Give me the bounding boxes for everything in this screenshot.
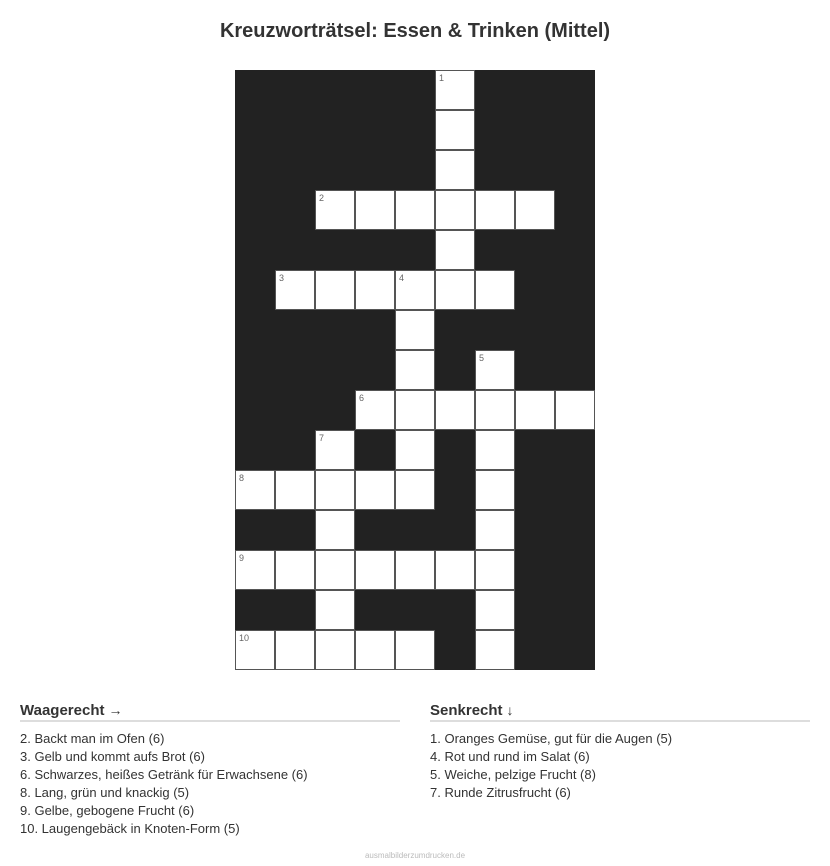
crossword-cell[interactable]: [475, 630, 515, 670]
down-clue: 4. Rot und rund im Salat (6): [430, 749, 590, 764]
crossword-cell[interactable]: [435, 270, 475, 310]
clue-number: 1: [439, 73, 445, 83]
arrow-right-icon: →: [108, 702, 123, 718]
crossword-cell[interactable]: [395, 550, 435, 590]
down-heading: [430, 702, 810, 722]
crossword-cell[interactable]: [315, 590, 355, 630]
down-clue: 5. Weiche, pelzige Frucht (8): [430, 767, 596, 782]
across-clue-list: [20, 730, 400, 838]
crossword-cell[interactable]: [435, 550, 475, 590]
crossword-cell[interactable]: [395, 630, 435, 670]
page-title: Kreuzworträtsel: Essen & Trinken (Mittel): [219, 20, 611, 42]
crossword-cell[interactable]: [475, 350, 515, 390]
crossword-cell[interactable]: [355, 190, 395, 230]
crossword-cell[interactable]: [315, 630, 355, 670]
crossword-cell[interactable]: [315, 190, 355, 230]
crossword-cell[interactable]: [355, 550, 395, 590]
down-clue: 1. Oranges Gemüse, gut für die Augen (5): [430, 731, 673, 746]
footer-credit: ausmalbilderzumdrucken.de: [364, 851, 466, 860]
crossword-cell[interactable]: [315, 470, 355, 510]
clue-number: 2: [319, 193, 325, 203]
clue-number: 3: [279, 273, 285, 283]
crossword-cell[interactable]: [235, 550, 275, 590]
across-clue: 8. Lang, grün und knackig (5): [20, 785, 190, 800]
crossword-cell[interactable]: [395, 310, 435, 350]
crossword-cell[interactable]: [275, 470, 315, 510]
crossword-grid: [235, 70, 595, 670]
clue-number: 5: [479, 353, 485, 363]
across-clue: 9. Gelbe, gebogene Frucht (6): [20, 803, 195, 818]
crossword-cell[interactable]: [355, 630, 395, 670]
across-heading: [20, 702, 400, 722]
arrow-down-icon: ↓: [506, 702, 514, 718]
crossword-cell[interactable]: [315, 550, 355, 590]
across-clues-section: [20, 702, 400, 838]
clue-number: 6: [359, 393, 365, 403]
crossword-cell[interactable]: [395, 190, 435, 230]
crossword-cell[interactable]: [475, 550, 515, 590]
crossword-cell[interactable]: [475, 430, 515, 470]
crossword-cell[interactable]: [275, 630, 315, 670]
crossword-cell[interactable]: [475, 390, 515, 430]
crossword-cell[interactable]: [435, 150, 475, 190]
across-clue: 6. Schwarzes, heißes Getränk für Erwachsene (6): [20, 767, 308, 782]
across-clue: 3. Gelb und kommt aufs Brot (6): [20, 749, 205, 764]
across-heading-label: Waagerecht: [20, 702, 105, 719]
crossword-cell[interactable]: [315, 430, 355, 470]
down-clues-section: [430, 702, 810, 802]
crossword-cell[interactable]: [435, 230, 475, 270]
crossword-cell[interactable]: [475, 510, 515, 550]
crossword-cell[interactable]: [395, 270, 435, 310]
crossword-cell[interactable]: [475, 590, 515, 630]
down-heading-label: Senkrecht: [430, 702, 503, 719]
clue-number: 9: [239, 553, 245, 563]
crossword-cell[interactable]: [275, 550, 315, 590]
down-clue-list: [430, 730, 810, 802]
clue-number: 8: [239, 473, 245, 483]
clue-number: 10: [239, 633, 250, 643]
crossword-cell[interactable]: [315, 270, 355, 310]
crossword-cell[interactable]: [515, 390, 555, 430]
crossword-cell[interactable]: [235, 630, 275, 670]
crossword-cell[interactable]: [435, 110, 475, 150]
crossword-cell[interactable]: [555, 390, 595, 430]
clue-number: 7: [319, 433, 325, 443]
crossword-cell[interactable]: [355, 390, 395, 430]
across-clue: 2. Backt man im Ofen (6): [20, 731, 165, 746]
crossword-cell[interactable]: [435, 390, 475, 430]
crossword-cell[interactable]: [275, 270, 315, 310]
crossword-cell[interactable]: [475, 470, 515, 510]
crossword-cell[interactable]: [395, 430, 435, 470]
crossword-cell[interactable]: [475, 190, 515, 230]
crossword-cell[interactable]: [395, 470, 435, 510]
crossword-cell[interactable]: [235, 470, 275, 510]
across-clue: 10. Laugengebäck in Knoten-Form (5): [20, 821, 240, 836]
crossword-cell[interactable]: [395, 390, 435, 430]
crossword-cell[interactable]: [475, 270, 515, 310]
crossword-cell[interactable]: [435, 190, 475, 230]
crossword-cell[interactable]: [355, 470, 395, 510]
down-clue: 7. Runde Zitrusfrucht (6): [430, 785, 571, 800]
crossword-cell[interactable]: [515, 190, 555, 230]
crossword-cell[interactable]: [355, 270, 395, 310]
crossword-cell[interactable]: [315, 510, 355, 550]
clue-number: 4: [399, 273, 405, 283]
crossword-cell[interactable]: [435, 70, 475, 110]
crossword-cell[interactable]: [395, 350, 435, 390]
